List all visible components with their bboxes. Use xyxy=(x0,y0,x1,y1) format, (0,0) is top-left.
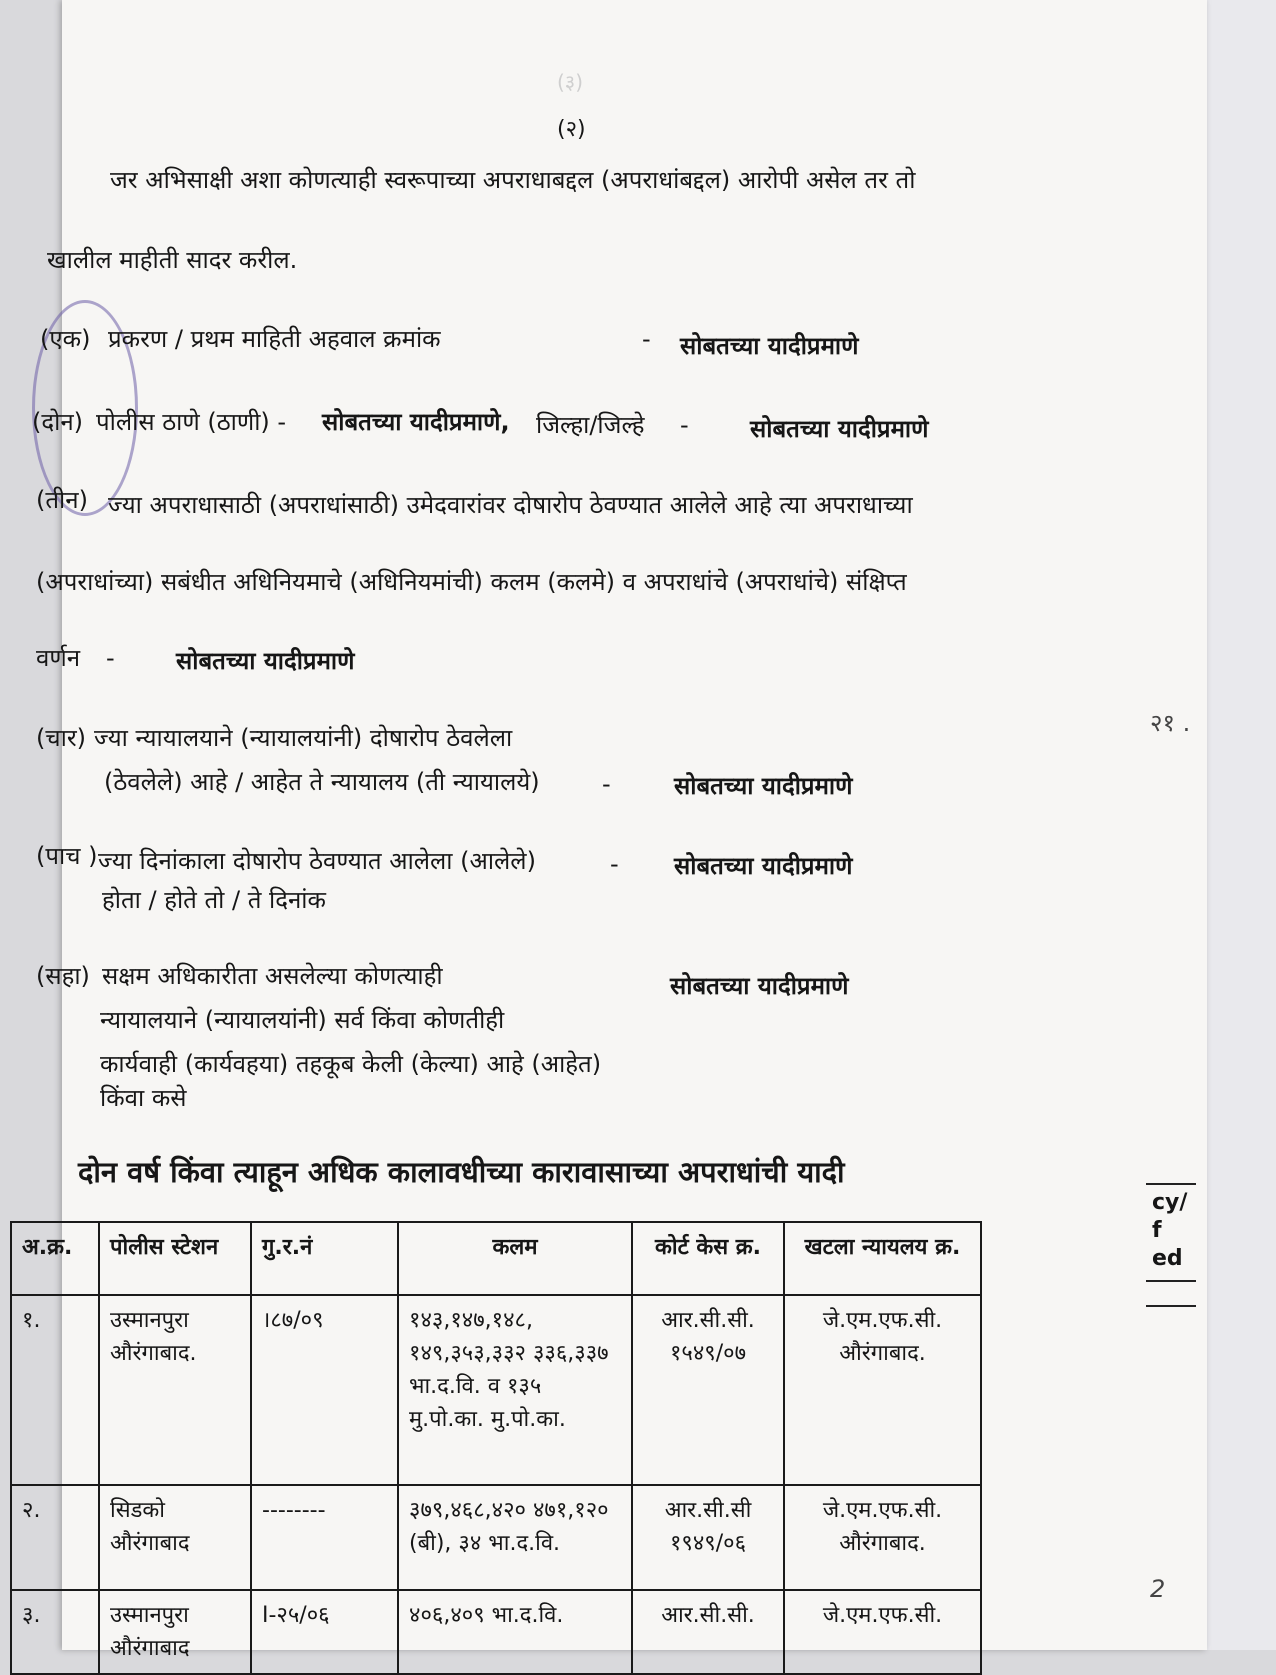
cell-court: जे.एम.एफ.सी. औरंगाबाद. xyxy=(784,1295,981,1485)
cell-sr: १. xyxy=(11,1295,99,1485)
page-number: (२) xyxy=(557,117,586,142)
header-station: पोलीस स्टेशन xyxy=(99,1222,251,1295)
faint-page-number: (३) xyxy=(557,70,584,94)
header-court: खटला न्यायलय क्र. xyxy=(784,1222,981,1295)
item-char-dash: - xyxy=(602,770,611,798)
item-pach-label: (पाच ) xyxy=(36,842,98,870)
edge-text-2: f xyxy=(1152,1218,1162,1243)
item-ek-value: सोबतच्या यादीप्रमाणे xyxy=(680,332,859,360)
table-header-row xyxy=(11,1222,981,1295)
offences-table xyxy=(10,1221,982,1675)
item-don-dash: - xyxy=(680,411,689,439)
item-pach-line-2: होता / होते तो / ते दिनांक xyxy=(102,886,326,914)
item-char-line-2: (ठेवलेले) आहे / आहेत ते न्यायालय (ती न्यायालये) xyxy=(104,768,540,796)
item-saha-line-1: सक्षम अधिकारीता असलेल्या कोणत्याही xyxy=(102,962,443,990)
edge-page-number: 2 xyxy=(1150,1575,1166,1603)
item-don-district-value: सोबतच्या यादीप्रमाणे xyxy=(750,415,929,443)
cell-sr: ३. xyxy=(11,1590,99,1674)
item-teen-line-2: (अपराधांच्या) सबंधीत अधिनियमाचे (अधिनियमांची) कलम (कलमे) व अपराधांचे (अपराधांचे) संक्षिप्त xyxy=(36,568,907,596)
item-saha-label: (सहा) xyxy=(36,962,90,990)
header-sr: अ.क्र. xyxy=(11,1222,99,1295)
item-pach-line-1: ज्या दिनांकाला दोषारोप ठेवण्यात आलेला (आलेले) xyxy=(98,847,536,875)
header-case: कोर्ट केस क्र. xyxy=(632,1222,784,1295)
table-row xyxy=(11,1590,981,1674)
cell-sr: २. xyxy=(11,1485,99,1590)
cell-station: उस्मानपुरा औरंगाबाद xyxy=(99,1590,251,1674)
edge-rule-mid xyxy=(1146,1280,1196,1282)
cell-case: आर.सी.सी १९४९/०६ xyxy=(632,1485,784,1590)
edge-rule-mid2 xyxy=(1146,1305,1196,1307)
item-saha-line-2: न्यायालयाने (न्यायालयांनी) सर्व किंवा कोणतीही xyxy=(100,1006,505,1034)
table-row xyxy=(11,1485,981,1590)
edge-number: २१ . xyxy=(1150,709,1191,737)
item-don-value: सोबतच्या यादीप्रमाणे, xyxy=(322,408,510,436)
cell-gr: -------- xyxy=(251,1485,398,1590)
header-gr: गु.र.नं xyxy=(251,1222,398,1295)
item-saha-line-4: किंवा कसे xyxy=(100,1084,187,1112)
item-don-text: पोलीस ठाणे (ठाणी) - xyxy=(96,408,287,436)
item-ek-label: (एक) xyxy=(40,325,91,353)
item-char-line-1: ज्या न्यायालयाने (न्यायालयांनी) दोषारोप ठेवलेला xyxy=(94,724,513,752)
item-teen-dash: - xyxy=(106,644,115,672)
item-teen-label: (तीन) xyxy=(36,486,88,514)
intro-line-2: खालील माहीती सादर करील. xyxy=(47,246,298,274)
cell-station: उस्मानपुरा औरंगाबाद. xyxy=(99,1295,251,1485)
item-don-district-label: जिल्हा/जिल्हे xyxy=(536,411,645,439)
cell-gr: I-२५/०६ xyxy=(251,1590,398,1674)
header-kalam: कलम xyxy=(398,1222,632,1295)
document-page xyxy=(22,0,1207,1661)
item-teen-value: सोबतच्या यादीप्रमाणे xyxy=(176,647,355,675)
edge-text-1: cy/ xyxy=(1152,1190,1188,1215)
edge-rule-top xyxy=(1146,1183,1196,1185)
cell-gr: ।८७/०९ xyxy=(251,1295,398,1485)
cell-kalam: ४०६,४०९ भा.द.वि. xyxy=(398,1590,632,1674)
intro-line-1: जर अभिसाक्षी अशा कोणत्याही स्वरूपाच्या अपराधाबद्दल (अपराधांबद्दल) आरोपी असेल तर तो xyxy=(110,166,916,194)
item-teen-line-3: वर्णन xyxy=(36,644,81,672)
cell-kalam: १४३,१४७,१४८, १४९,३५३,३३२ ३३६,३३७ भा.द.वि. व १३५ मु.पो.का. मु.पो.का. xyxy=(398,1295,632,1485)
list-heading: दोन वर्ष किंवा त्याहून अधिक कालावधीच्या कारावासाच्या अपराधांची यादी xyxy=(78,1155,845,1189)
item-char-value: सोबतच्या यादीप्रमाणे xyxy=(674,772,853,800)
item-ek-dash: - xyxy=(642,325,651,353)
item-saha-value: सोबतच्या यादीप्रमाणे xyxy=(670,972,849,1000)
item-ek-text: प्रकरण / प्रथम माहिती अहवाल क्रमांक xyxy=(108,325,441,353)
cell-case: आर.सी.सी. १५४९/०७ xyxy=(632,1295,784,1485)
cell-station: सिडको औरंगाबाद xyxy=(99,1485,251,1590)
background-page xyxy=(1207,0,1276,1650)
item-pach-dash: - xyxy=(610,850,619,878)
cell-court: जे.एम.एफ.सी. औरंगाबाद. xyxy=(784,1485,981,1590)
cell-court: जे.एम.एफ.सी. xyxy=(784,1590,981,1674)
edge-text-3: ed xyxy=(1152,1246,1183,1271)
item-char-label: (चार) xyxy=(36,724,86,752)
item-teen-line-1: ज्या अपराधासाठी (अपराधांसाठी) उमेदवारांवर दोषारोप ठेवण्यात आलेले आहे त्या अपराधाच्या xyxy=(108,491,913,519)
item-pach-value: सोबतच्या यादीप्रमाणे xyxy=(674,852,853,880)
item-don-label: (दोन) xyxy=(32,408,84,436)
cell-kalam: ३७९,४६८,४२० ४७१,१२० (बी), ३४ भा.द.वि. xyxy=(398,1485,632,1590)
cell-case: आर.सी.सी. xyxy=(632,1590,784,1674)
item-saha-line-3: कार्यवाही (कार्यवहया) तहकूब केली (केल्या) आहे (आहेत) xyxy=(100,1050,602,1078)
table-row xyxy=(11,1295,981,1485)
